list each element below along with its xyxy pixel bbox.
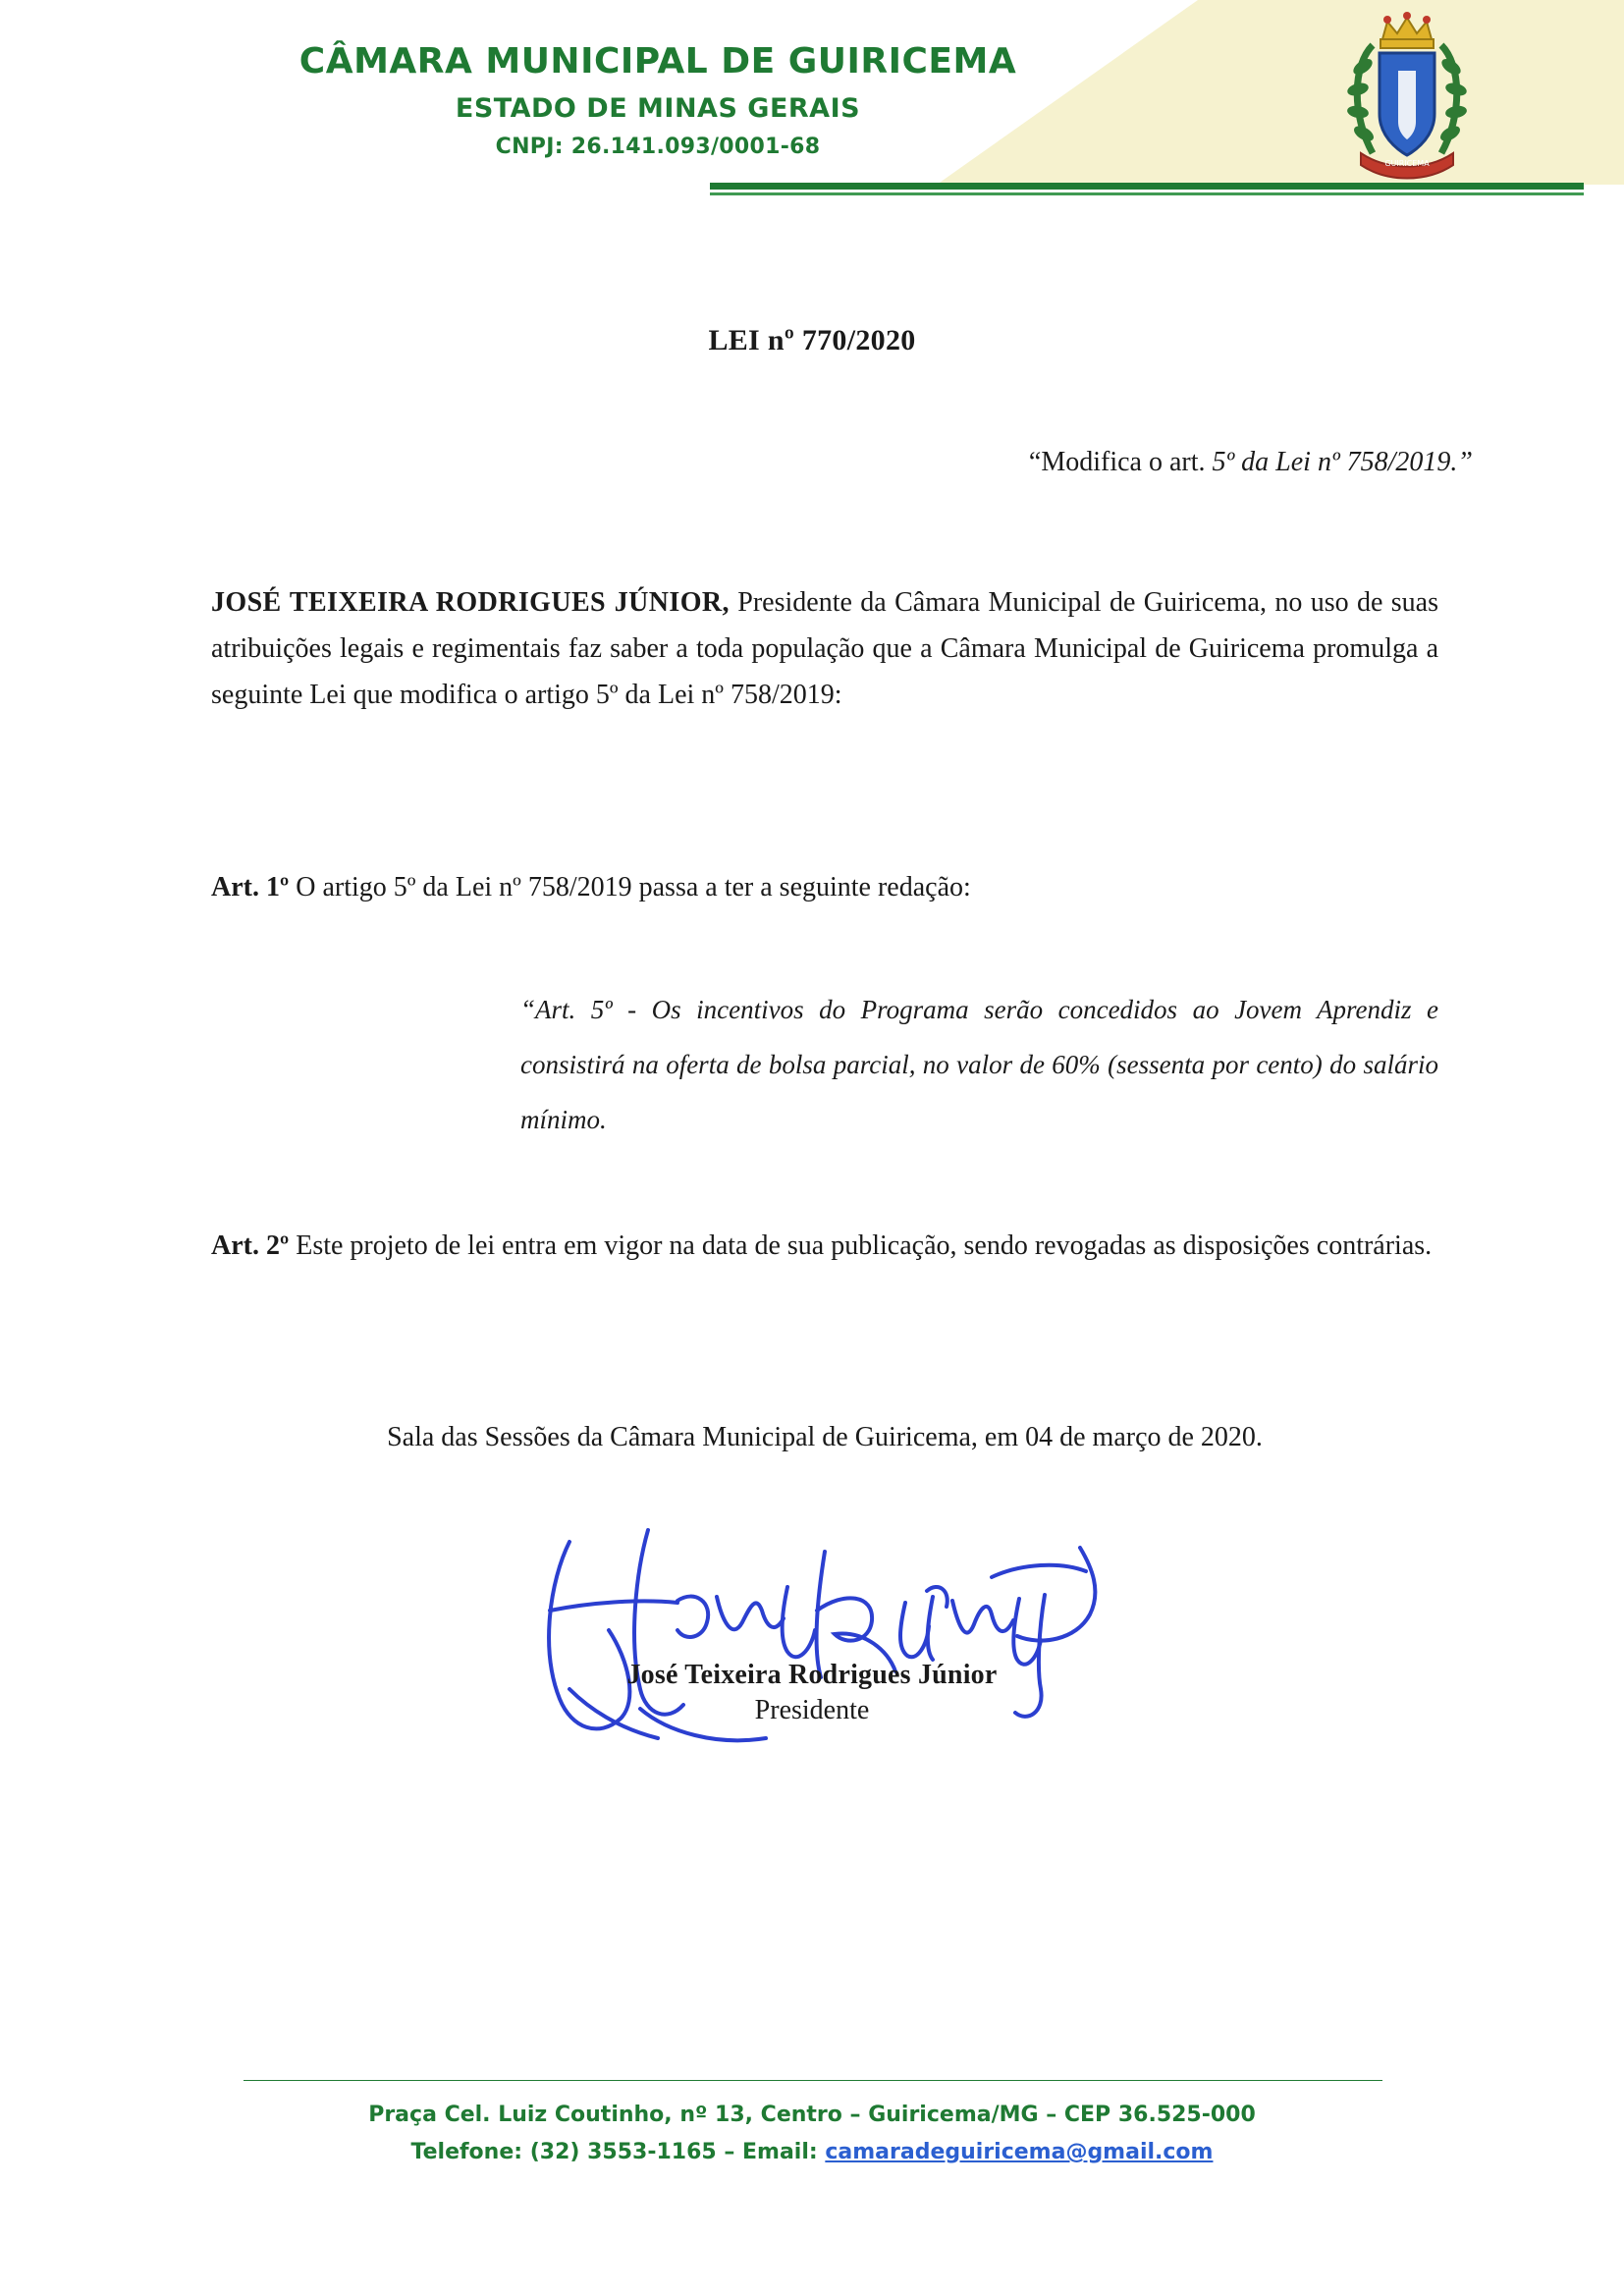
article-2-text: Este projeto de lei entra em vigor na data de sua publicação, sendo revogadas as disposições contrárias.	[289, 1230, 1433, 1261]
footer-address: Praça Cel. Luiz Coutinho, nº 13, Centro – Guiricema/MG – CEP 36.525-000	[368, 2103, 1256, 2127]
header-green-rule	[710, 183, 1584, 190]
quoted-article-text: “Art. 5º - Os incentivos do Programa serão concedidos ao Jovem Aprendiz e consistirá na oferta de bolsa parcial, no valor de 60% (sessenta por cento) do salário mínimo.	[520, 995, 1438, 1134]
epigraph-reference: 5º da Lei nº 758/2019.”	[1212, 447, 1473, 477]
footer-phone-label: Telefone: (32) 3553-1165 – Email:	[410, 2140, 826, 2164]
place-and-date: Sala das Sessões da Câmara Municipal de Guiricema, em 04 de março de 2020.	[387, 1422, 1263, 1452]
signature-block	[0, 1660, 1624, 1726]
president-name: JOSÉ TEIXEIRA RODRIGUES JÚNIOR,	[211, 587, 730, 618]
article-2-label: Art. 2º	[211, 1230, 290, 1261]
footer-contact	[0, 2134, 1624, 2171]
page-title: LEI nº 770/2020	[708, 324, 916, 356]
epigraph	[0, 447, 1473, 478]
footer-divider	[244, 2080, 1382, 2081]
article-2-paragraph	[211, 1223, 1438, 1269]
handwritten-signature-icon	[530, 1512, 1139, 1768]
svg-text:GUIRICEMA: GUIRICEMA	[1384, 159, 1430, 168]
document-footer	[0, 2097, 1624, 2171]
preamble-paragraph	[211, 579, 1438, 718]
article-1-text: O artigo 5º da Lei nº 758/2019 passa a ter a seguinte redação:	[289, 872, 971, 902]
institution-cnpj: CNPJ: 26.141.093/0001-68	[495, 135, 821, 159]
signatory-role: Presidente	[754, 1695, 870, 1725]
signatory-name: José Teixeira Rodrigues Júnior	[626, 1660, 998, 1690]
article-1-label: Art. 1º	[211, 872, 290, 902]
header-green-rule-secondary	[710, 192, 1584, 195]
epigraph-prefix: “Modifica o art.	[1028, 447, 1213, 477]
coat-of-arms-icon	[1343, 6, 1471, 181]
footer-email-link[interactable]: camaradeguiricema@gmail.com	[825, 2140, 1214, 2164]
article-1-paragraph	[211, 864, 1438, 910]
document-header	[0, 0, 1624, 201]
preamble-body: Presidente da Câmara Municipal de Guiricema, no uso de suas atribuições legais e regimentais faz saber a toda população que a Câmara Municipal de Guiricema promulga a seguinte Lei que modifica o artigo 5º da Lei nº 758/2019:	[211, 587, 1438, 710]
institution-state: ESTADO DE MINAS GERAIS	[455, 93, 861, 124]
institution-name: CÂMARA MUNICIPAL DE GUIRICEMA	[298, 41, 1017, 82]
